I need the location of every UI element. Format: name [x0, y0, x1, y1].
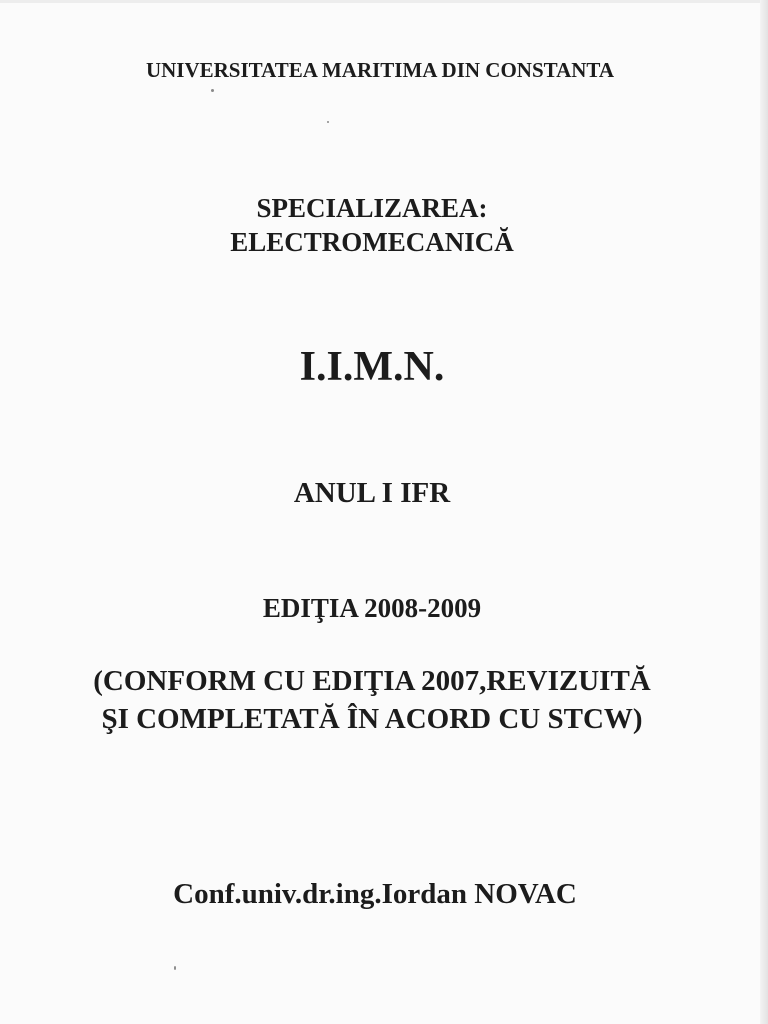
specialization-value: ELECTROMECANICĂ	[230, 227, 514, 257]
study-year: ANUL I IFR	[293, 477, 451, 509]
scan-speck	[327, 121, 329, 123]
conformity-note-line-1: (CONFORM CU EDIŢIA 2007,REVIZUITĂ	[93, 665, 651, 697]
scan-speck	[211, 89, 214, 92]
edition-years: EDIŢIA 2008-2009	[262, 593, 482, 623]
course-code-title: I.I.M.N.	[299, 344, 445, 390]
author-name: Conf.univ.dr.ing.Iordan NOVAC	[173, 878, 577, 910]
specialization-label: SPECIALIZAREA:	[256, 193, 488, 223]
scan-speck	[174, 966, 176, 970]
page-top-edge	[0, 0, 768, 3]
conformity-note-line-2: ŞI COMPLETATĂ ÎN ACORD CU STCW)	[101, 703, 643, 735]
university-name: UNIVERSITATEA MARITIMA DIN CONSTANTA	[145, 58, 615, 82]
page-right-edge	[760, 0, 768, 1024]
